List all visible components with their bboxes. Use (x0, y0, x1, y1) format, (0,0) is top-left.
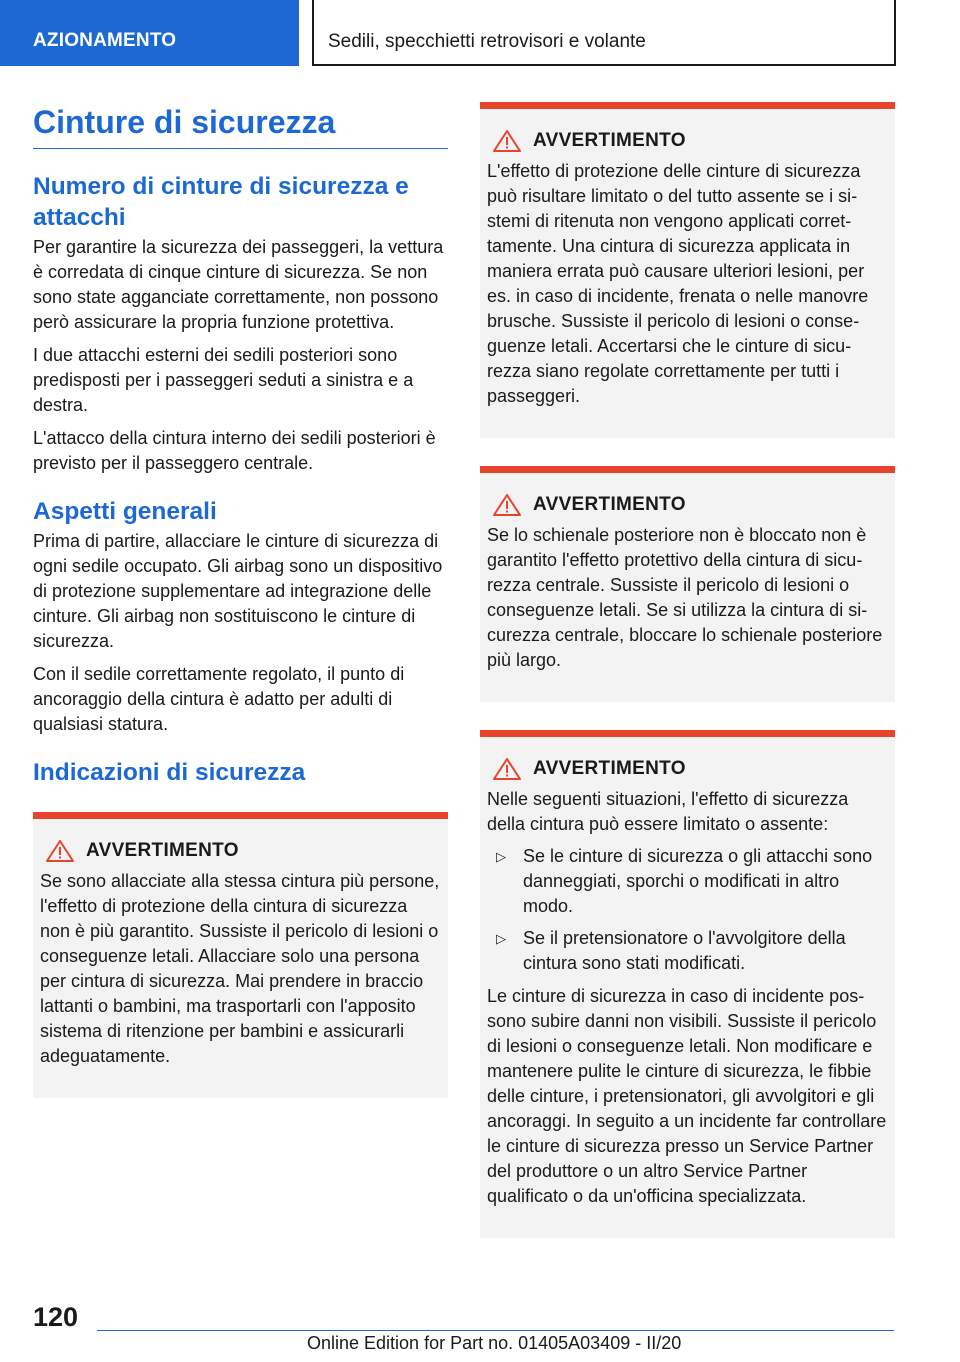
warning-triangle-icon (492, 129, 522, 153)
list-item (487, 844, 888, 919)
paragraph: I due attacchi esterni dei sedili posteriori sono predisposti per i passeggeri seduti a sinistra e a destra. (33, 345, 414, 415)
warning-title: AVVERTIMENTO (533, 758, 686, 779)
warning-list (487, 844, 888, 976)
list-item (487, 926, 888, 976)
left-column (33, 102, 448, 1126)
warning-box (480, 730, 895, 1238)
warning-triangle-icon (45, 839, 75, 863)
warning-box (33, 812, 448, 1098)
warning-text: Se sono allacciate alla stessa cintura più persone, l'effetto di protezione della cintura di sicurezza non è più garantito. Sussiste il pericolo di lesioni o conseguenze letali. Allacciare solo una persona per cintura di sicurezza. Mai prendere in braccio lattanti o bambini, ma trasportarli con l'apposito sistema di ritenzione per bambini e assicurarli adeguatamente. (40, 871, 440, 1066)
triangle-bullet-icon: ▷ (496, 849, 506, 864)
warning-text: Le cinture di sicurezza in caso di incidente possono subire danni non visibili. Sussiste il pericolo di lesioni o conseguenze letali. Non modificare e mantenere pulite le cinture di sicurezza, le fibbie delle cinture, i pretensionatori, gli avvolgitori e gli ancoraggi. In seguito a un incidente far controllare le cinture di sicurezza presso un Service Partner del produttore o un altro Service Partner qualificato o da un'officina specializzata. (487, 986, 887, 1206)
page-title: Cinture di sicurezza (33, 102, 448, 149)
warning-text: L'effetto di protezione delle cinture di sicurezza può risultare limitato o del tutto assente se i sistemi di ritenuta non vengono applicati correttamente. Una cintura di sicurezza applicata in maniera errata può causare ulteriori lesioni, per es. in caso di incidente, frenata o nelle manovre brusche. Sussiste il pericolo di lesioni o conseguenze letali. Accertarsi che le cinture di sicurezza siano regolate correttamente per tutti i passeggeri. (487, 161, 869, 406)
warning-title: AVVERTIMENTO (533, 494, 686, 515)
list-item-text: Se le cinture di sicurezza o gli attacchi sono danneggiati, sporchi o modificati in altro modo. (523, 846, 873, 916)
warning-triangle-icon (492, 757, 522, 781)
paragraph: Per garantire la sicurezza dei passeggeri, la vettura è corredata di cinque cinture di sicurezza. Se non sono state agganciate correttamente, non possono però assicurare la propria funzione protettiva. (33, 237, 444, 332)
triangle-bullet-icon: ▷ (496, 931, 506, 946)
warning-text: Se lo schienale posteriore non è bloccato non è garantito l'effetto protettivo della cintura di sicurezza centrale. Sussiste il pericolo di lesioni o conseguenze letali. Se si utilizza la cintura di sicurezza centrale, bloccare lo schienale posteriore più largo. (487, 525, 883, 670)
warning-box (480, 102, 895, 438)
footer-divider (97, 1330, 894, 1331)
section-heading-number-of-belts: Numero di cinture di sicurezza e attacchi (33, 173, 409, 231)
list-item-text: Se il pretensionatore o l'avvolgitore della cintura sono stati modificati. (523, 928, 846, 973)
header-section-tab: AZIONAMENTO (0, 0, 299, 66)
paragraph: L'attacco della cintura interno dei sedili posteriori è previsto per il passeggero centrale. (33, 428, 436, 473)
warning-title: AVVERTIMENTO (533, 130, 686, 151)
paragraph: Con il sedile correttamente regolato, il punto di ancoraggio della cintura è adatto per adulti di qualsiasi statura. (33, 664, 405, 734)
paragraph: Prima di partire, allacciare le cinture di sicurezza di ogni sedile occupato. Gli airbag sono un dispositivo di protezione supplementare ad integrazione delle cinture. Gli airbag non sostituiscono le cinture di sicurezza. (33, 531, 443, 651)
right-column (480, 102, 895, 1266)
header-chapter-title: Sedili, specchietti retrovisori e volante (312, 0, 896, 66)
warning-intro: Nelle seguenti situazioni, l'effetto di sicurezza della cintura può essere limitato o assente: (487, 789, 849, 834)
warning-title: AVVERTIMENTO (86, 840, 239, 861)
section-heading-safety: Indicazioni di sicurezza (33, 759, 306, 786)
warning-triangle-icon (492, 493, 522, 517)
warning-box (480, 466, 895, 702)
page-number: 120 (33, 1302, 79, 1332)
footer-edition-text: Online Edition for Part no. 01405A03409 - II/20 (307, 1333, 682, 1353)
section-heading-general: Aspetti generali (33, 498, 217, 525)
